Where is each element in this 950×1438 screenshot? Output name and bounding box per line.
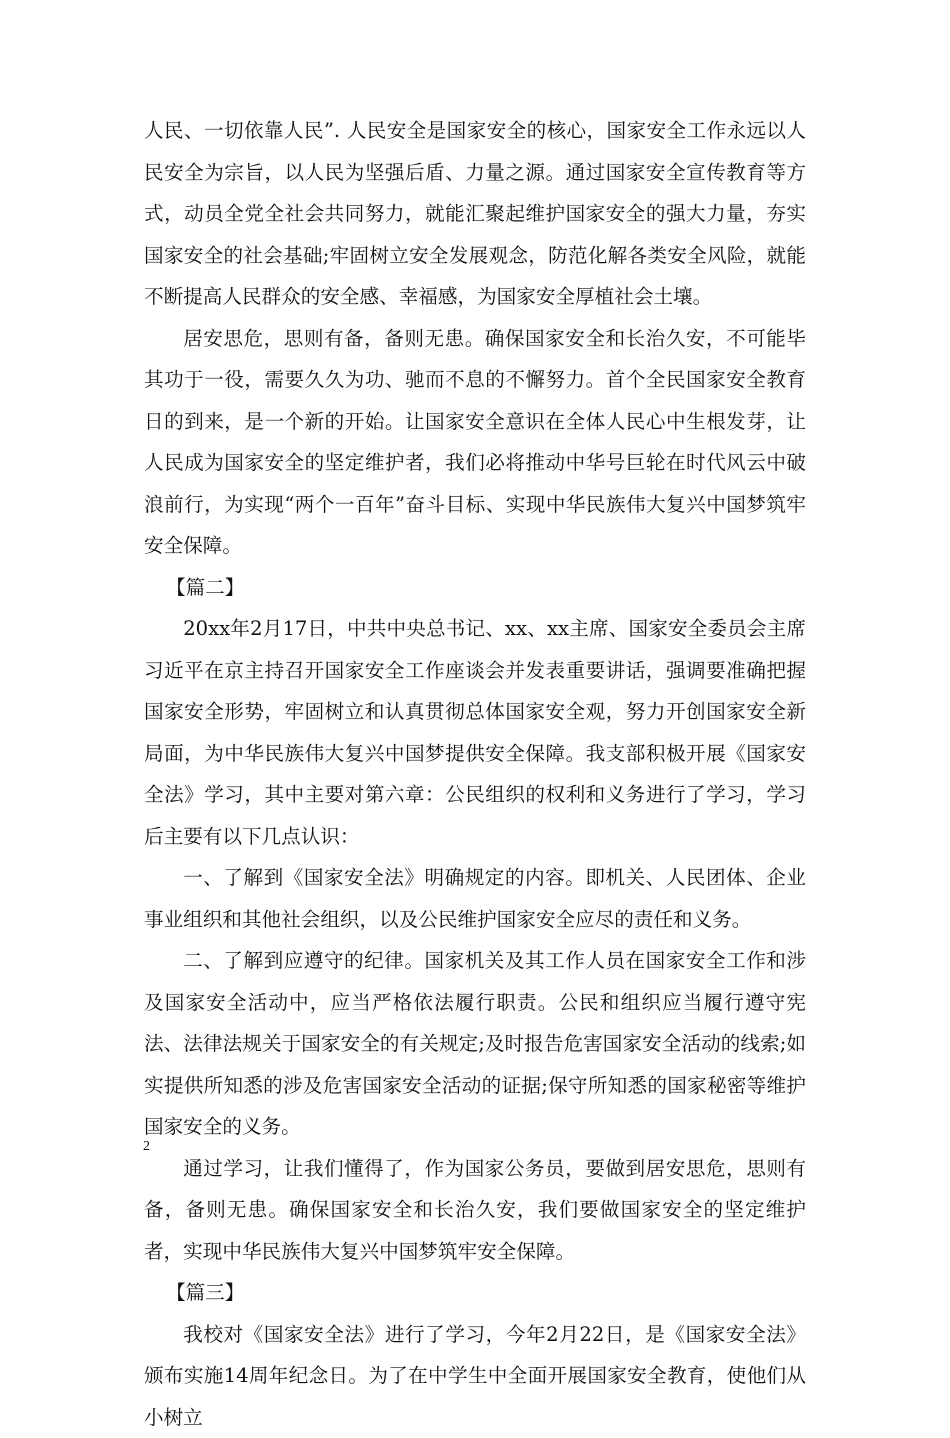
section-heading-part-two: 【篇二】 (144, 567, 806, 609)
document-page (144, 110, 806, 1438)
paragraph-body: 一、了解到《国家安全法》明确规定的内容。即机关、人民团体、企业事业组织和其他社会组织，以及公民维护国家安全应尽的责任和义务。 (144, 857, 806, 940)
paragraph-body: 我校对《国家安全法》进行了学习，今年2月22日，是《国家安全法》颁布实施14周年纪念日。为了在中学生中全面开展国家安全教育，使他们从小树立 (144, 1314, 806, 1438)
paragraph-continuation: 人民、一切依靠人民”. 人民安全是国家安全的核心，国家安全工作永远以人民安全为宗旨，以人民为坚强后盾、力量之源。通过国家安全宣传教育等方式，动员全党全社会共同努力，就能汇聚起维护国家安全的强大力量，夯实国家安全的社会基础;牢固树立安全发展观念，防范化解各类安全风险，就能不断提高人民群众的安全感、幸福感，为国家安全厚植社会土壤。 (144, 110, 806, 318)
paragraph-body: 二、了解到应遵守的纪律。国家机关及其工作人员在国家安全工作和涉及国家安全活动中，应当严格依法履行职责。公民和组织应当履行遵守宪法、法律法规关于国家安全的有关规定;及时报告危害国家安全活动的线索;如实提供所知悉的涉及危害国家安全活动的证据;保守所知悉的国家秘密等维护国家安全的义务。 (144, 940, 806, 1148)
paragraph-body: 居安思危，思则有备，备则无患。确保国家安全和长治久安，不可能毕其功于一役，需要久久为功、驰而不息的不懈努力。首个全民国家安全教育日的到来，是一个新的开始。让国家安全意识在全体人民心中生根发芽，让人民成为国家安全的坚定维护者，我们必将推动中华号巨轮在时代风云中破浪前行，为实现“两个一百年”奋斗目标、实现中华民族伟大复兴中国梦筑牢安全保障。 (144, 318, 806, 567)
paragraph-body: 通过学习，让我们懂得了，作为国家公务员，要做到居安思危，思则有备，备则无患。确保国家安全和长治久安，我们要做国家安全的坚定维护者，实现中华民族伟大复兴中国梦筑牢安全保障。 (144, 1148, 806, 1273)
section-heading-part-three: 【篇三】 (144, 1272, 806, 1314)
page-number: 2 (143, 1138, 150, 1156)
paragraph-body: 20xx年2月17日，中共中央总书记、xx、xx主席、国家安全委员会主席习近平在京主持召开国家安全工作座谈会并发表重要讲话，强调要准确把握国家安全形势，牢固树立和认真贯彻总体国家安全观，努力开创国家安全新局面，为中华民族伟大复兴中国梦提供安全保障。我支部积极开展《国家安全法》学习，其中主要对第六章：公民组织的权利和义务进行了学习，学习后主要有以下几点认识： (144, 608, 806, 857)
